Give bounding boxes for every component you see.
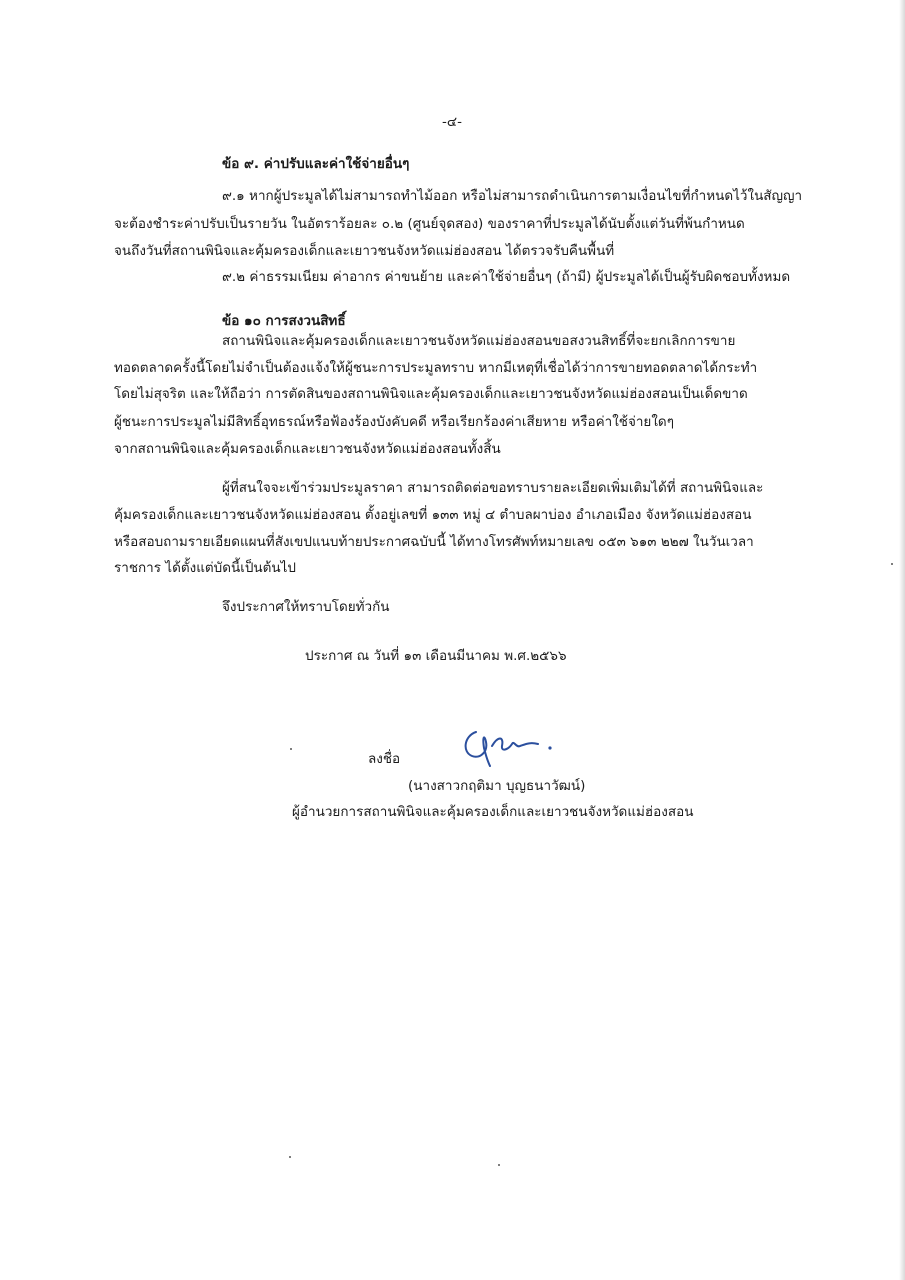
announcement: จึงประกาศให้ทราบโดยทั่วกัน xyxy=(222,599,390,615)
date-line: ประกาศ ณ วันที่ ๑๓ เดือนมีนาคม พ.ศ.๒๕๖๖ xyxy=(305,648,567,664)
section-9-line: ๙.๒ ค่าธรรมเนียม ค่าอากร ค่าขนย้าย และค่าใช้จ่ายอื่นๆ (ถ้ามี) ผู้ประมูลได้เป็นผู้รับผิดชอบทั้งหมด xyxy=(222,269,791,285)
section-10-line: ทอดตลาดครั้งนี้โดยไม่จำเป็นต้องแจ้งให้ผู้ชนะการประมูลทราบ หากมีเหตุที่เชื่อได้ว่าการขายทอดตลาดได้กระทำ xyxy=(114,360,758,376)
scan-speck xyxy=(891,563,893,565)
page-number: -๔- xyxy=(442,114,462,130)
section-10-line: ผู้ชนะการประมูลไม่มีสิทธิ์อุทธรณ์หรือฟ้องร้องบังคับคดี หรือเรียกร้องค่าเสียหาย หรือค่าใช้จ่ายใดๆ xyxy=(114,414,674,430)
scan-speck xyxy=(289,1156,291,1158)
scan-speck xyxy=(498,1164,500,1166)
section-9-line: จะต้องชำระค่าปรับเป็นรายวัน ในอัตราร้อยละ ๐.๒ (ศูนย์จุดสอง) ของราคาที่ประมูลได้นับตั้งแต่วันที่พ้นกำหนด xyxy=(114,216,745,232)
scan-speck xyxy=(290,748,292,750)
contact-line: ราชการ ได้ตั้งแต่บัดนี้เป็นต้นไป xyxy=(114,560,297,576)
contact-line: ผู้ที่สนใจจะเข้าร่วมประมูลราคา สามารถติดต่อขอทราบรายละเอียดเพิ่มเติมได้ที่ สถานพินิจและ xyxy=(222,480,764,496)
signer-name: (นางสาวกฤติมา บุญธนาวัฒน์) xyxy=(408,778,586,794)
section-10-line: โดยไม่สุจริต และให้ถือว่า การตัดสินของสถานพินิจและคุ้มครองเด็กและเยาวชนจังหวัดแม่ฮ่องสอนเป็นเด็ดขาด xyxy=(114,386,748,402)
section-10-line: สถานพินิจและคุ้มครองเด็กและเยาวชนจังหวัดแม่ฮ่องสอนขอสงวนสิทธิ์ที่จะยกเลิกการขาย xyxy=(222,333,736,349)
section-9-line: จนถึงวันที่สถานพินิจและคุ้มครองเด็กและเยาวชนจังหวัดแม่ฮ่องสอน ได้ตรวจรับคืนพื้นที่ xyxy=(114,243,615,259)
section-10-line: จากสถานพินิจและคุ้มครองเด็กและเยาวชนจังหวัดแม่ฮ่องสอนทั้งสิ้น xyxy=(114,441,501,457)
sign-label: ลงชื่อ xyxy=(368,751,401,767)
section-10-heading: ข้อ ๑๐ การสงวนสิทธิ์ xyxy=(222,313,346,329)
page-edge-shadow xyxy=(899,0,905,1280)
signer-position: ผู้อำนวยการสถานพินิจและคุ้มครองเด็กและเยาวชนจังหวัดแม่ฮ่องสอน xyxy=(292,804,694,820)
section-9-line: ๙.๑ หากผู้ประมูลได้ไม่สามารถทำไม้ออก หรือไม่สามารถดำเนินการตามเงื่อนไขที่กำหนดไว้ในสัญญา xyxy=(222,188,803,204)
contact-line: หรือสอบถามรายเอียดแผนที่สังเขปแนบท้ายประกาศฉบับนี้ ได้ทางโทรศัพท์หมายเลข ๐๕๓ ๖๑๓ ๒๒๗ ในวันเวลา xyxy=(114,534,754,550)
contact-line: คุ้มครองเด็กและเยาวชนจังหวัดแม่ฮ่องสอน ตั้งอยู่เลขที่ ๑๓๓ หมู่ ๔ ตำบลผาบ่อง อำเภอเมือง จังหวัดแม่ฮ่องสอน xyxy=(114,507,752,523)
section-9-heading: ข้อ ๙. ค่าปรับและค่าใช้จ่ายอื่นๆ xyxy=(222,156,410,172)
signature-image xyxy=(458,722,568,768)
